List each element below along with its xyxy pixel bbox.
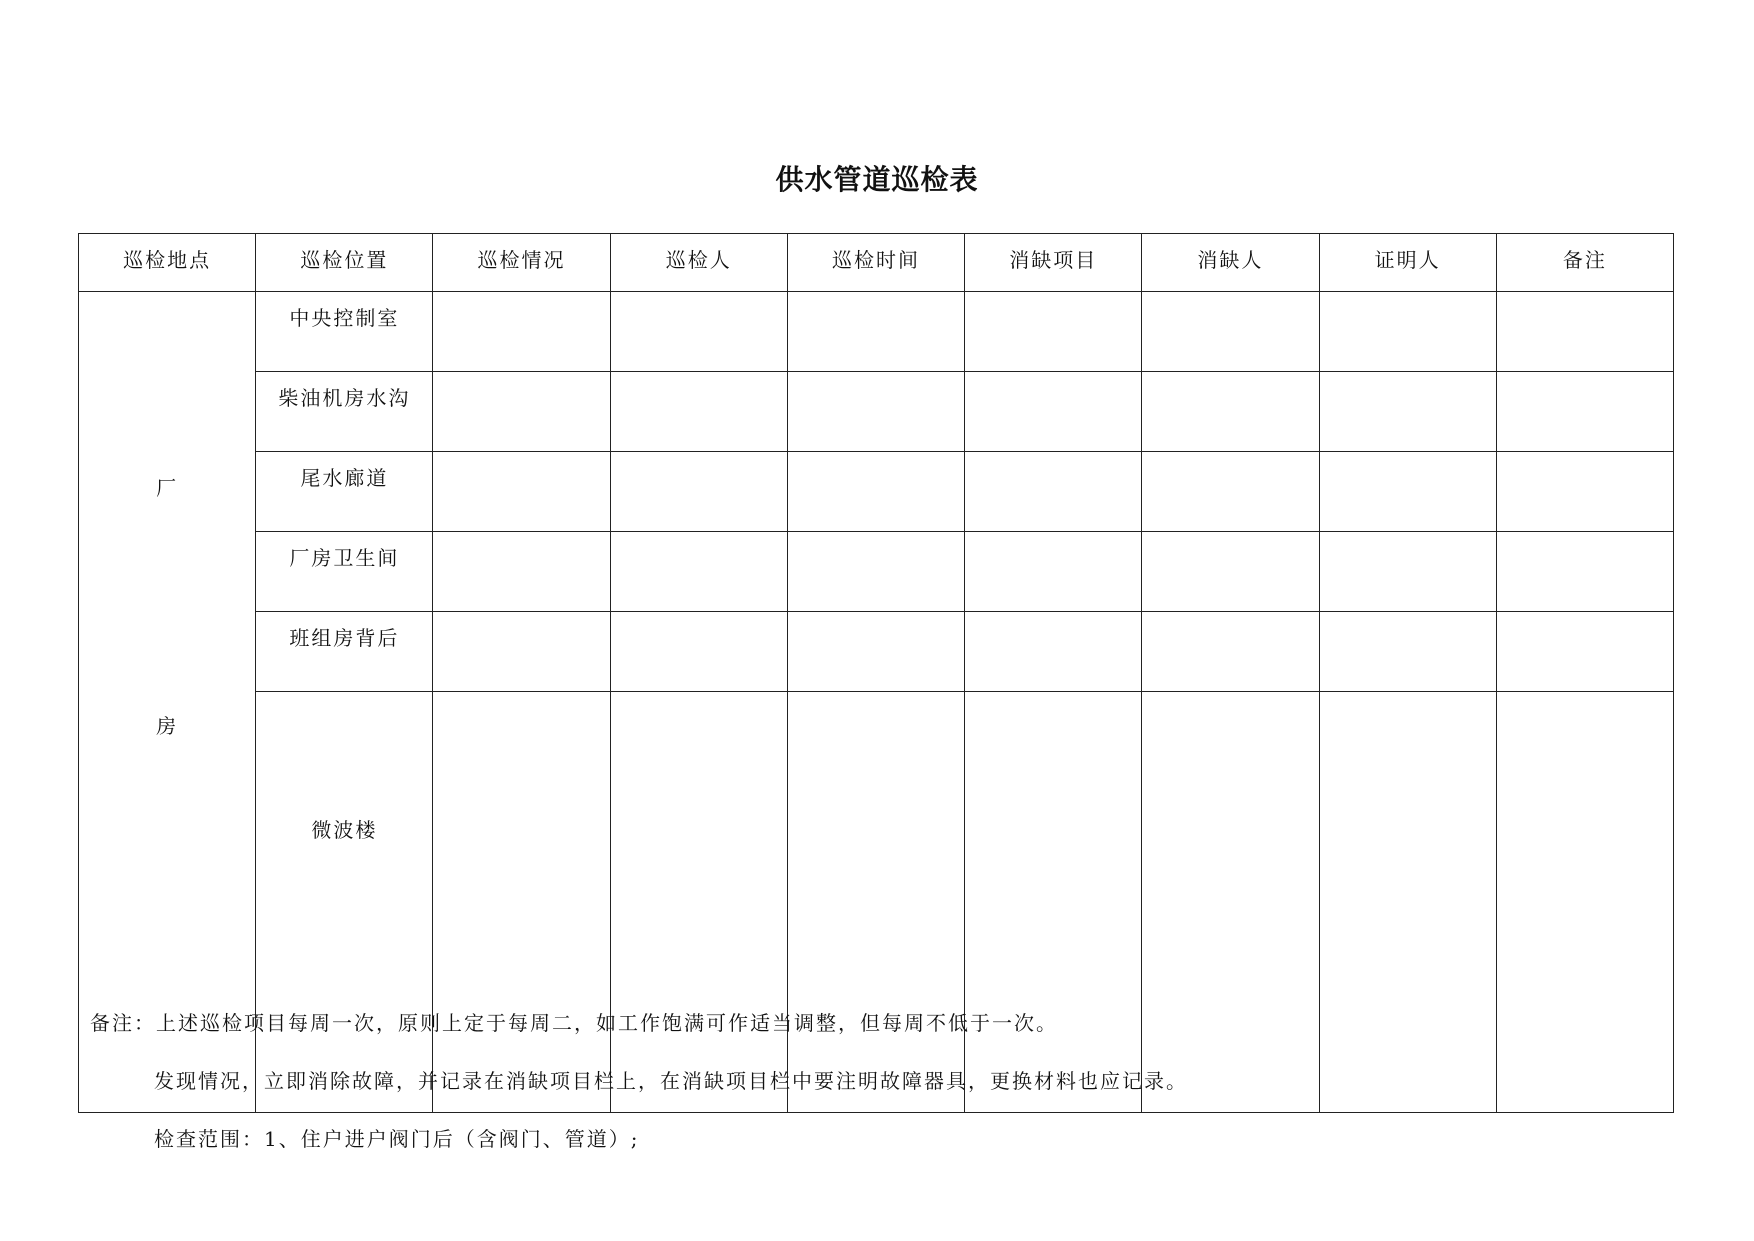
note-line: 发现情况，立即消除故障，并记录在消缺项目栏上，在消缺项目栏中要注明故障器具，更换材料也应记录。 bbox=[154, 1069, 1188, 1093]
empty-cell[interactable] bbox=[787, 452, 964, 532]
inspection-table bbox=[78, 233, 1674, 1113]
position-cell: 尾水廊道 bbox=[256, 452, 433, 532]
document-title: 供水管道巡检表 bbox=[775, 163, 979, 196]
header-remarks: 备注 bbox=[1496, 234, 1673, 292]
header-witness: 证明人 bbox=[1319, 234, 1496, 292]
empty-cell[interactable] bbox=[965, 452, 1142, 532]
empty-cell[interactable] bbox=[1142, 612, 1319, 692]
position-cell: 微波楼 bbox=[256, 692, 433, 1113]
empty-cell[interactable] bbox=[610, 292, 787, 372]
header-inspection-time: 巡检时间 bbox=[787, 234, 964, 292]
empty-cell[interactable] bbox=[1319, 532, 1496, 612]
site-cell bbox=[79, 292, 256, 1113]
site-char: 房 bbox=[156, 714, 179, 738]
header-inspection-position: 巡检位置 bbox=[256, 234, 433, 292]
empty-cell[interactable] bbox=[1496, 452, 1673, 532]
header-defect-handler: 消缺人 bbox=[1142, 234, 1319, 292]
empty-cell[interactable] bbox=[433, 612, 610, 692]
empty-cell[interactable] bbox=[1319, 292, 1496, 372]
empty-cell[interactable] bbox=[1319, 612, 1496, 692]
position-cell: 班组房背后 bbox=[256, 612, 433, 692]
empty-cell[interactable] bbox=[787, 532, 964, 612]
empty-cell[interactable] bbox=[1496, 372, 1673, 452]
empty-cell[interactable] bbox=[1496, 532, 1673, 612]
position-cell: 中央控制室 bbox=[256, 292, 433, 372]
header-row bbox=[79, 234, 1674, 292]
header-inspection-status: 巡检情况 bbox=[433, 234, 610, 292]
empty-cell[interactable] bbox=[433, 372, 610, 452]
empty-cell[interactable] bbox=[1319, 372, 1496, 452]
empty-cell[interactable] bbox=[610, 612, 787, 692]
empty-cell[interactable] bbox=[787, 372, 964, 452]
empty-cell[interactable] bbox=[1142, 452, 1319, 532]
empty-cell[interactable] bbox=[1142, 532, 1319, 612]
empty-cell[interactable] bbox=[433, 532, 610, 612]
empty-cell[interactable] bbox=[1496, 292, 1673, 372]
header-inspection-site: 巡检地点 bbox=[79, 234, 256, 292]
empty-cell[interactable] bbox=[965, 532, 1142, 612]
empty-cell[interactable] bbox=[787, 292, 964, 372]
empty-cell[interactable] bbox=[787, 612, 964, 692]
header-inspector: 巡检人 bbox=[610, 234, 787, 292]
empty-cell[interactable] bbox=[965, 372, 1142, 452]
table-row bbox=[79, 612, 1674, 692]
empty-cell[interactable] bbox=[610, 372, 787, 452]
empty-cell[interactable] bbox=[1142, 292, 1319, 372]
table-row bbox=[79, 452, 1674, 532]
empty-cell[interactable] bbox=[433, 452, 610, 532]
header-defect-item: 消缺项目 bbox=[965, 234, 1142, 292]
empty-cell[interactable] bbox=[1319, 452, 1496, 532]
table-row bbox=[79, 292, 1674, 372]
empty-cell[interactable] bbox=[965, 292, 1142, 372]
table-row bbox=[79, 372, 1674, 452]
site-char: 厂 bbox=[156, 476, 179, 500]
note-line: 检查范围：1、住户进户阀门后（含阀门、管道）; bbox=[154, 1127, 640, 1151]
empty-cell[interactable] bbox=[1496, 612, 1673, 692]
empty-cell[interactable] bbox=[433, 292, 610, 372]
note-line: 备注：上述巡检项目每周一次，原则上定于每周二，如工作饱满可作适当调整，但每周不低于一次。 bbox=[90, 1011, 1058, 1035]
notes-section bbox=[90, 1009, 1650, 1183]
empty-cell[interactable] bbox=[1142, 372, 1319, 452]
empty-cell[interactable] bbox=[610, 532, 787, 612]
position-cell: 柴油机房水沟 bbox=[256, 372, 433, 452]
empty-cell[interactable] bbox=[965, 612, 1142, 692]
position-cell: 厂房卫生间 bbox=[256, 532, 433, 612]
table-row bbox=[79, 532, 1674, 612]
empty-cell[interactable] bbox=[610, 452, 787, 532]
